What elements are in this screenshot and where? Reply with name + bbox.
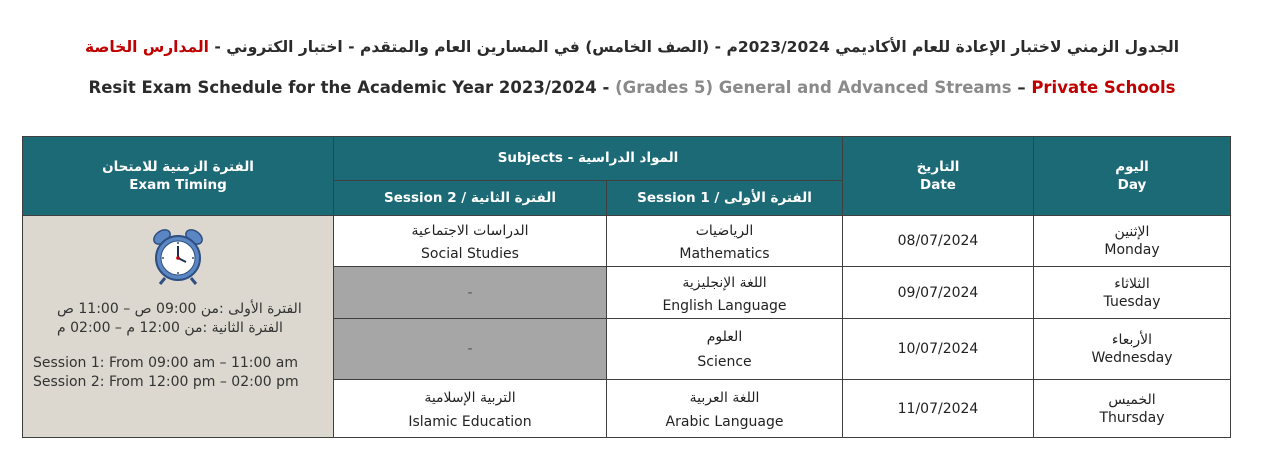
subject-ar: التربية الإسلامية xyxy=(424,389,516,406)
session2-subject xyxy=(334,216,607,267)
alarm-clock-icon xyxy=(149,226,207,286)
header-date xyxy=(843,137,1034,216)
session2-empty: - xyxy=(334,267,607,319)
arabic-title-part2: (الصف الخامس) في المسارين العام والمتقدم - اختبار الكتروني xyxy=(226,38,710,56)
day-cell xyxy=(1034,319,1231,380)
subject-ar: الدراسات الاجتماعية xyxy=(411,223,529,239)
day-en: Thursday xyxy=(1099,409,1165,426)
header-date-ar: التاريخ xyxy=(916,159,960,175)
session2-subject xyxy=(334,380,607,438)
header-subjects: Subjects - المواد الدراسية xyxy=(334,137,843,181)
header-exam-timing xyxy=(23,137,334,216)
arabic-title-sep: - xyxy=(208,38,227,56)
subject-en: Islamic Education xyxy=(408,413,532,430)
timing-session1-en: Session 1: From 09:00 am – 11:00 am xyxy=(33,355,299,371)
subject-en: Social Studies xyxy=(421,246,519,262)
schedule-table xyxy=(22,136,1231,438)
day-en: Tuesday xyxy=(1103,293,1161,310)
table-row xyxy=(23,216,1231,267)
day-en: Monday xyxy=(1104,242,1160,258)
day-ar: الخميس xyxy=(1108,391,1156,408)
header-day xyxy=(1034,137,1231,216)
header-date-en: Date xyxy=(920,177,956,193)
date-cell: 09/07/2024 xyxy=(843,267,1034,319)
session1-subject xyxy=(607,216,843,267)
english-title-grades: (Grades 5) General and Advanced Streams xyxy=(615,78,1012,97)
english-title-sep: – xyxy=(1011,78,1032,97)
day-en: Wednesday xyxy=(1091,350,1173,366)
session1-subject xyxy=(607,380,843,438)
header-timing-en: Exam Timing xyxy=(129,177,227,193)
header-session-1: Session 1 / الفترة الأولى xyxy=(607,181,843,216)
subject-en: Arabic Language xyxy=(665,413,784,430)
day-ar: الإثنين xyxy=(1114,224,1150,240)
day-cell xyxy=(1034,380,1231,438)
subject-ar: العلوم xyxy=(706,329,743,345)
exam-timing-cell xyxy=(23,216,334,438)
day-ar: الثلاثاء xyxy=(1114,275,1150,292)
day-ar: الأربعاء xyxy=(1111,332,1153,348)
session1-subject xyxy=(607,267,843,319)
english-title-part1: Resit Exam Schedule for the Academic Year 2023/2024 - xyxy=(88,78,616,97)
english-title-private-schools: Private Schools xyxy=(1031,78,1176,97)
subject-en: English Language xyxy=(662,297,787,314)
header-row-1 xyxy=(23,137,1231,181)
arabic-title-private-schools: المدارس الخاصة xyxy=(84,38,209,56)
day-cell xyxy=(1034,216,1231,267)
arabic-title-part1: الجدول الزمني لاختبار الإعادة للعام الأكاديمي 2023/2024م - xyxy=(709,38,1180,56)
date-cell: 08/07/2024 xyxy=(843,216,1034,267)
english-title xyxy=(0,78,1264,97)
subject-en: Science xyxy=(697,354,752,370)
arabic-title xyxy=(0,38,1264,56)
subject-ar: الرياضيات xyxy=(695,223,754,239)
date-cell: 11/07/2024 xyxy=(843,380,1034,438)
header-day-ar: اليوم xyxy=(1115,159,1149,175)
day-cell xyxy=(1034,267,1231,319)
session2-empty: - xyxy=(334,319,607,380)
date-cell: 10/07/2024 xyxy=(843,319,1034,380)
timing-session2-ar: الفترة الثانية :من 12:00 م – 02:00 م xyxy=(57,320,283,336)
subject-ar: اللغة الإنجليزية xyxy=(682,274,767,291)
header-timing-ar: الفترة الزمنية للامتحان xyxy=(102,159,254,175)
subject-ar: اللغة العربية xyxy=(689,389,760,406)
header-day-en: Day xyxy=(1117,177,1147,193)
subject-en: Mathematics xyxy=(679,246,770,262)
timing-session1-ar: الفترة الأولى :من 09:00 ص – 11:00 ص xyxy=(57,301,302,317)
header-session-2: Session 2 / الفترة الثانية xyxy=(334,181,607,216)
timing-session2-en: Session 2: From 12:00 pm – 02:00 pm xyxy=(33,374,299,390)
session1-subject xyxy=(607,319,843,380)
